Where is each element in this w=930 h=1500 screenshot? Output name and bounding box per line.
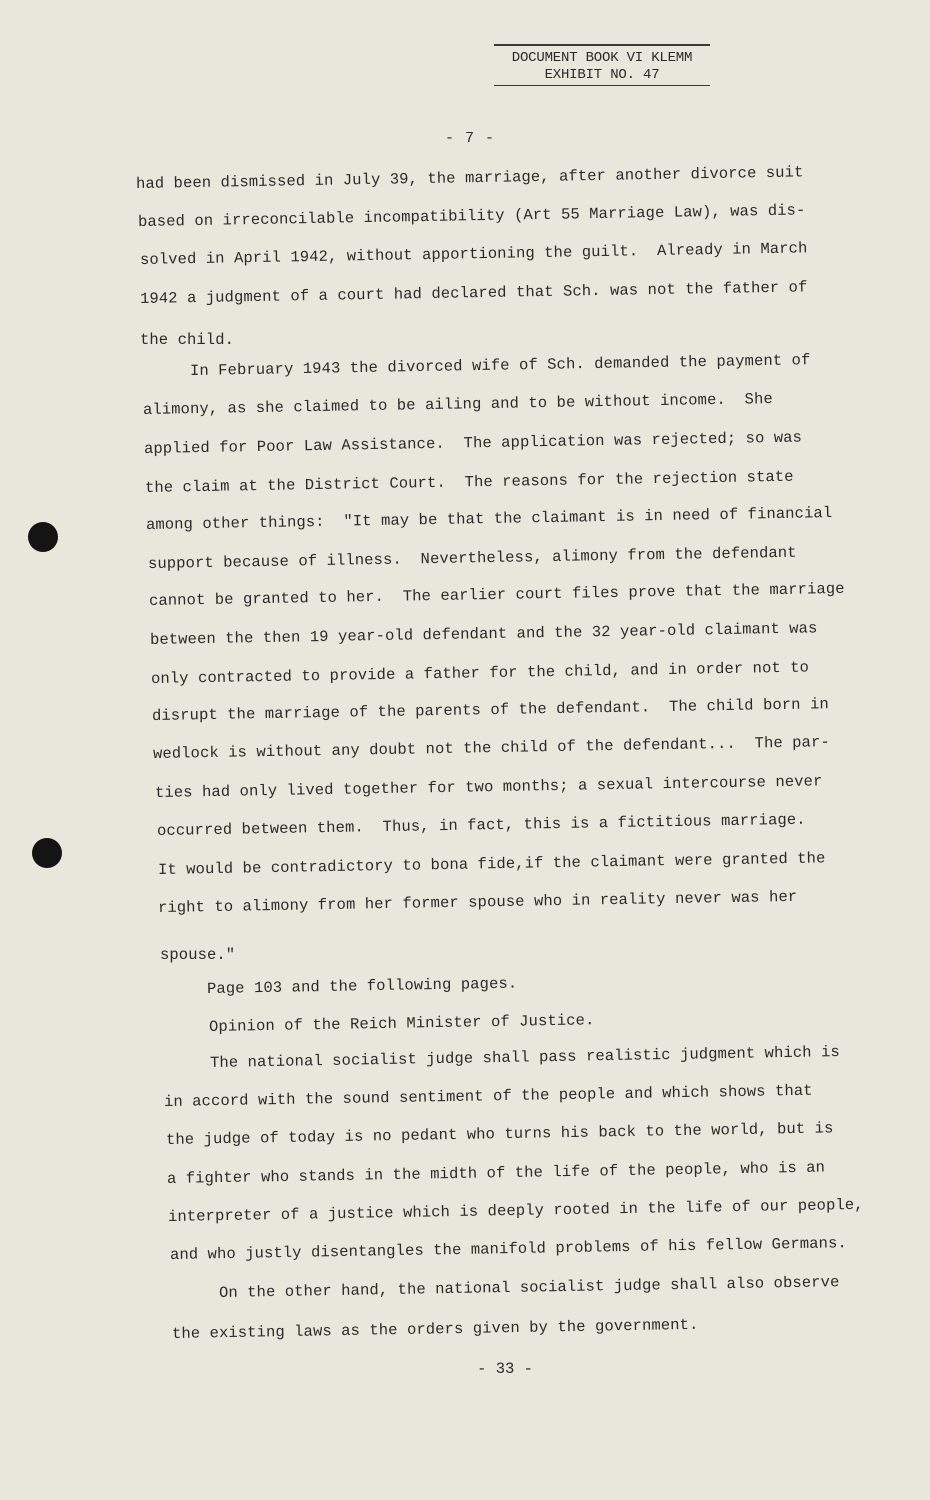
text-line: It would be contradictory to bona fide,if the claimant were granted the [157, 849, 826, 879]
text-line: the child. [140, 331, 235, 349]
text-line: solved in April 1942, without apportioning the guilt. Already in March [139, 239, 808, 269]
text-line: applied for Poor Law Assistance. The application was rejected; so was [143, 428, 803, 458]
text-line: Page 103 and the following pages. [206, 974, 518, 998]
text-line: In February 1943 the divorced wife of Sch. demanded the payment of [189, 351, 811, 380]
text-line: On the other hand, the national socialist judge shall also observe [218, 1273, 840, 1302]
text-line: a fighter who stands in the midth of the life of the people, who is an [166, 1158, 826, 1188]
text-line: cannot be granted to her. The earlier court files prove that the marriage [148, 579, 845, 610]
text-line: spouse." [160, 946, 236, 964]
text-line: the claim at the District Court. The reasons for the rejection state [144, 467, 794, 497]
text-line: in accord with the sound sentiment of the people and which shows that [163, 1081, 813, 1111]
text-line: among other things: "It may be that the claimant is in need of financial [145, 504, 833, 534]
page-number-top: - 7 - [444, 130, 495, 147]
text-line: The national socialist judge shall pass realistic judgment which is [209, 1043, 840, 1072]
text-line: ties had only lived together for two months; a sexual intercourse never [154, 772, 823, 802]
text-line: the judge of today is no pedant who turns his back to the world, but is [165, 1119, 834, 1149]
text-line: and who justly disentangles the manifold problems of his fellow Germans. [169, 1234, 847, 1264]
document-book-label: DOCUMENT BOOK VI KLEMM [511, 50, 693, 66]
text-line: support because of illness. Nevertheless, alimony from the defendant [147, 543, 797, 573]
exhibit-number: EXHIBIT NO. 47 [494, 67, 710, 86]
text-line: disrupt the marriage of the parents of the defendant. The child born in [151, 695, 829, 725]
text-line: the existing laws as the orders given by the government. [171, 1315, 699, 1343]
text-line: between the then 19 year-old defendant and the 32 year-old claimant was [149, 619, 818, 649]
text-line: interpreter of a justice which is deeply rooted in the life of our people, [167, 1195, 864, 1226]
page-number-bottom: - 33 - [477, 1360, 533, 1378]
text-line: alimony, as she claimed to be ailing and to be without income. She [142, 390, 773, 419]
text-line: 1942 a judgment of a court had declared that Sch. was not the father of [139, 278, 808, 308]
text-line: right to alimony from her former spouse who in reality never was her [157, 887, 798, 917]
text-line: wedlock is without any doubt not the child of the defendant... The par- [152, 733, 830, 763]
text-line: only contracted to provide a father for the child, and in order not to [150, 658, 810, 688]
text-line: Opinion of the Reich Minister of Justice. [208, 1011, 595, 1036]
text-line: based on irreconcilable incompatibility (Art 55 Marriage Law), was dis- [137, 201, 806, 231]
text-line: occurred between them. Thus, in fact, this is a fictitious marriage. [156, 810, 806, 840]
text-line: had been dismissed in July 39, the marriage, after another divorce suit [135, 163, 804, 193]
